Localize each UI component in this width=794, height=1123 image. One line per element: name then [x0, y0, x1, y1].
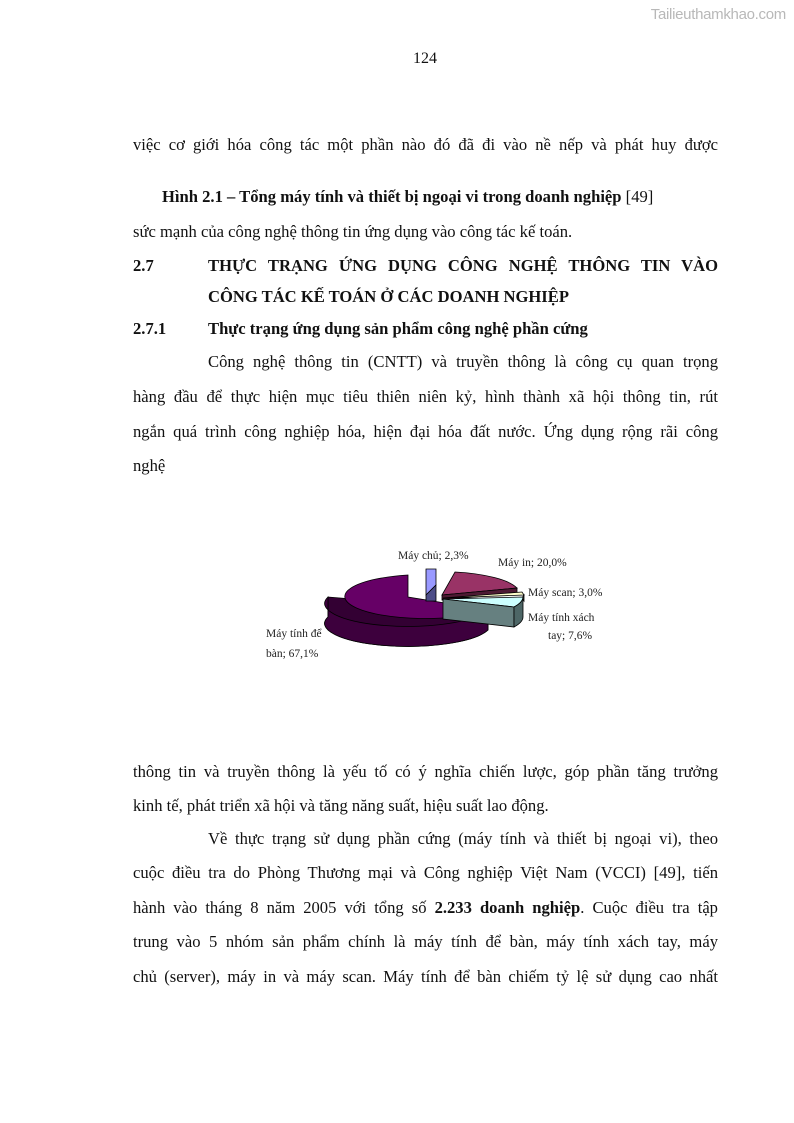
body-line: cuộc điều tra do Phòng Thương mại và Công nghiệp Việt Nam (VCCI) [49], tiến [133, 863, 718, 882]
body-text: . Cuộc điều tra tập [580, 898, 718, 917]
label-may-scan: Máy scan; 3,0% [528, 587, 603, 599]
body-text: hành vào tháng 8 năm 2005 với tổng số [133, 898, 435, 917]
body-line: Về thực trạng sử dụng phần cứng (máy tính và thiết bị ngoại vi), theo [208, 829, 718, 848]
section-title-line1: THỰC TRẠNG ỨNG DỤNG CÔNG NGHỆ THÔNG TIN VÀO [208, 256, 718, 275]
emphasis-text: 2.233 doanh nghiệp [434, 898, 581, 917]
section-title-line2: CÔNG TÁC KẾ TOÁN Ở CÁC DOANH NGHIỆP [208, 287, 569, 306]
figure-caption-ref: [49] [621, 187, 654, 206]
body-line: việc cơ giới hóa công tác một phần nào đó đã đi vào nề nếp và phát huy được [133, 135, 718, 154]
subsection-title: Thực trạng ứng dụng sản phẩm công nghệ phần cứng [208, 319, 588, 338]
body-line: ngắn quá trình công nghiệp hóa, hiện đại hóa đất nước. Ứng dụng rộng rãi công [133, 422, 718, 441]
figure-caption-title: Hình 2.1 – Tổng máy tính và thiết bị ngoại vi trong doanh nghiệp [162, 187, 622, 206]
section-number: 2.7 [133, 256, 154, 275]
label-may-in: Máy in; 20,0% [498, 557, 567, 569]
body-line: Công nghệ thông tin (CNTT) và truyền thông là công cụ quan trọng [208, 352, 718, 371]
label-may-tinh-de-ban-1: Máy tính để [266, 628, 322, 640]
body-line: thông tin và truyền thông là yếu tố có ý nghĩa chiến lược, góp phần tăng trưởng [133, 762, 718, 781]
pie-chart [250, 535, 630, 670]
label-may-tinh-xach-tay-1: Máy tính xách [528, 612, 595, 624]
label-may-chu: Máy chủ; 2,3% [398, 550, 469, 562]
body-line: trung vào 5 nhóm sản phẩm chính là máy tính để bàn, máy tính xách tay, máy [133, 932, 718, 951]
body-line: sức mạnh của công nghệ thông tin ứng dụng vào công tác kế toán. [133, 222, 573, 241]
body-line [133, 898, 718, 918]
label-may-tinh-xach-tay-2: tay; 7,6% [548, 630, 593, 642]
body-line: nghệ [133, 456, 166, 475]
body-line: hàng đầu để thực hiện mục tiêu thiên niên kỷ, hình thành xã hội thông tin, rút [133, 387, 718, 406]
subsection-number: 2.7.1 [133, 319, 167, 338]
page-number: 124 [413, 50, 437, 67]
figure-caption [162, 187, 653, 207]
label-may-tinh-de-ban-2: bàn; 67,1% [266, 648, 319, 660]
watermark: Tailieuthamkhao.com [650, 6, 786, 23]
body-line: kinh tế, phát triển xã hội và tăng năng suất, hiệu suất lao động. [133, 796, 549, 815]
body-line: chủ (server), máy in và máy scan. Máy tính để bàn chiếm tỷ lệ sử dụng cao nhất [133, 967, 718, 986]
